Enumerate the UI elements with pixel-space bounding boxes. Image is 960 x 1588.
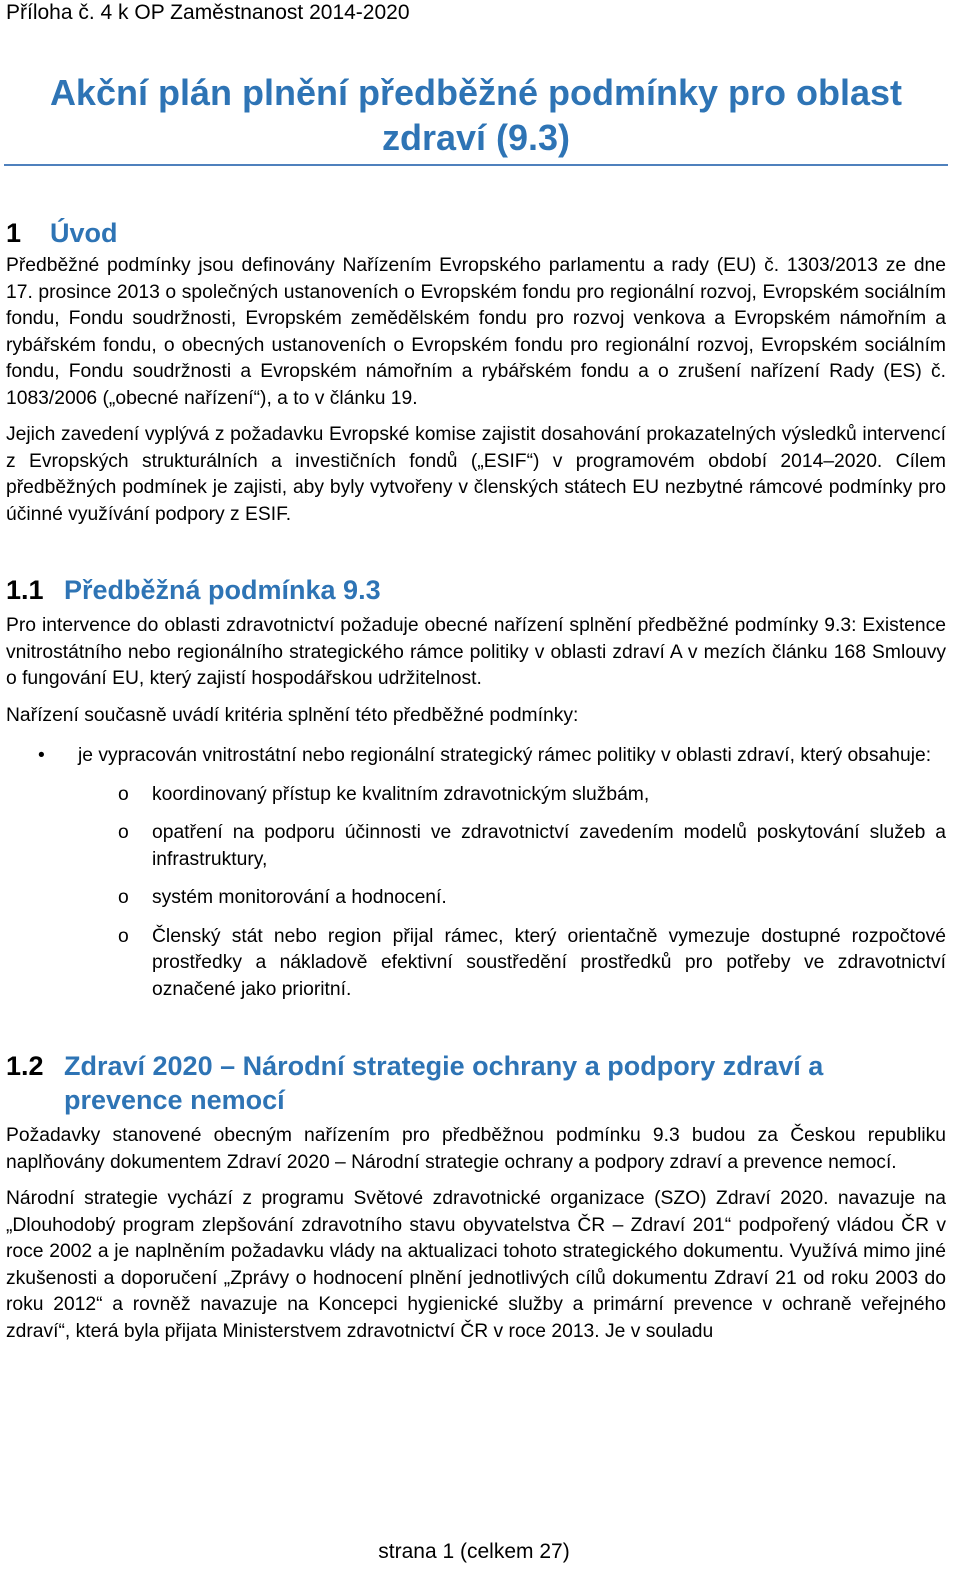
document-body xyxy=(6,213,946,1345)
title-underline xyxy=(4,164,948,166)
circle-bullet-icon: o xyxy=(118,822,129,843)
section-number: 1 xyxy=(6,218,22,248)
criteria-list xyxy=(6,743,946,770)
section-title: Úvod xyxy=(50,218,118,248)
circle-bullet-icon: o xyxy=(118,783,129,805)
section-title: Předběžná podmínka 9.3 xyxy=(64,575,381,605)
list-item: o Členský stát nebo region přijal rámec, který orientačně vymezuje dostupné rozpočtové prostředky a nákladově efektivní soustředění prostředků pro potřeby ve zdravotnictví označené jako prioritní. xyxy=(118,925,946,1000)
paragraph-intro-1: Předběžné podmínky jsou definovány Nařízením Evropského parlamentu a rady (EU) č. 1303/2013 ze dne 17. prosince 2013 o společných ustanoveních o Evropském fondu pro regionální rozvoj, Evropském sociálním fondu, Fondu soudržnosti, Evropském zemědělském fondu pro rozvoj venkova a Evropském námořním a rybářském fondu, o obecných ustanoveních o Evropském fondu pro regionální rozvoj, Evropském sociálním fondu, Fondu soudržnosti a Evropském námořním a rybářském fondu a o zrušení nařízení Rady (ES) č. 1083/2006 („obecné nařízení“), a to v článku 19. xyxy=(6,255,946,409)
paragraph-intro-2: Jejich zavedení vyplývá z požadavku Evropské komise zajistit dosahování prokazatelných výsledků intervencí z Evropských strukturálních a investičních fondů („ESIF“) v programovém období 2014–2020. Cílem předběžných podmínek je zajisti, aby byly vytvořeny v členských státech EU nezbytné rámcové podmínky pro účinné využívání podpory z ESIF. xyxy=(6,424,946,525)
list-item: o systém monitorování a hodnocení. xyxy=(6,885,946,912)
paragraph-criteria-intro: Nařízení současně uvádí kritéria splnění této předběžné podmínky: xyxy=(6,704,579,726)
page-header: Příloha č. 4 k OP Zaměstnanost 2014-2020 xyxy=(6,1,410,24)
section-1-heading xyxy=(6,213,946,253)
paragraph-condition: Pro intervence do oblasti zdravotnictví požaduje obecné nařízení splnění předběžné podmínky 9.3: Existence vnitrostátního nebo regionálního strategického rámce politiky v oblasti zdraví A v mezích článku 168 Smlouvy o fungování EU, který zajistí hospodářskou udržitelnost. xyxy=(6,615,946,689)
paragraph-strategy-2: Národní strategie vychází z programu Světové zdravotnické organizace (SZO) Zdraví 2020. navazuje na „Dlouhodobý program zlepšování zdravotního stavu obyvatelstva ČR – Zdraví 201“ podpořený vládou ČR v roce 2002 a je naplněním požadavku vlády na aktualizaci tohoto strategického dokumentu. Využívá mimo jiné zkušenosti a doporučení „Zprávy o hodnocení plnění jednotlivých cílů dokumentu Zdraví 21 od roku 2003 do roku 2012“ a rovněž navazuje na Koncepci hygienické služby a primární prevence v ochraně veřejného zdraví“, která byla přijata Ministerstvem zdravotnictví ČR v roce 2013. Je v souladu xyxy=(6,1188,946,1342)
paragraph-strategy-1: Požadavky stanovené obecným nařízením pro předběžnou podmínku 9.3 budou za Českou republiku naplňovány dokumentem Zdraví 2020 – Národní strategie ochrany a podpory zdraví a prevence nemocí. xyxy=(6,1125,946,1173)
sub-criteria-list xyxy=(6,782,946,1004)
section-number: 1.1 xyxy=(6,575,44,605)
circle-bullet-icon: o xyxy=(118,887,129,908)
list-item: o koordinovaný přístup ke kvalitním zdravotnickým službám, xyxy=(6,782,946,809)
section-title: Zdraví 2020 – Národní strategie ochrany a podpory zdraví a prevence nemocí xyxy=(64,1051,824,1115)
section-1-1-heading xyxy=(6,573,946,607)
list-item: • je vypracován vnitrostátní nebo regionální strategický rámec politiky v oblasti zdraví, který obsahuje: xyxy=(6,743,946,770)
section-number: 1.2 xyxy=(6,1051,44,1081)
bullet-icon: • xyxy=(38,745,45,766)
document-title: Akční plán plnění předběžné podmínky pro oblast zdraví (9.3) xyxy=(49,72,903,158)
page-footer: strana 1 (celkem 27) xyxy=(378,1540,570,1563)
circle-bullet-icon: o xyxy=(118,925,129,947)
list-item: o opatření na podporu účinnosti ve zdravotnictví zavedením modelů poskytování služeb a infrastruktury, xyxy=(118,822,946,870)
section-1-2-heading xyxy=(6,1049,946,1117)
